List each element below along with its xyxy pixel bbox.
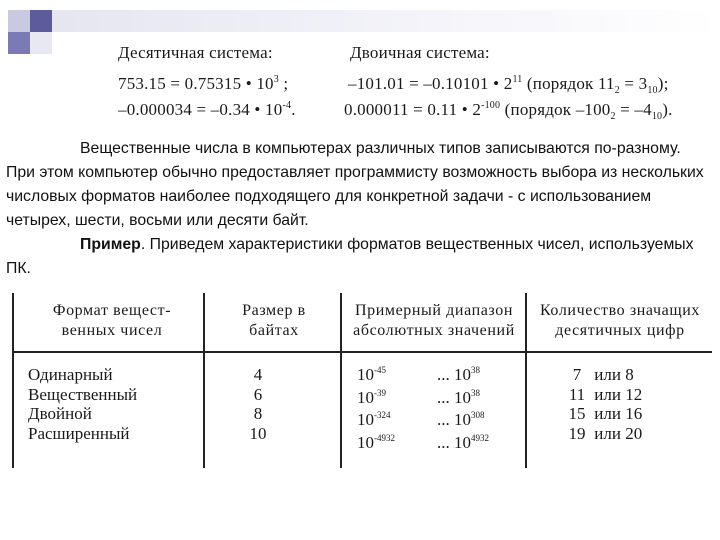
order-text: (порядок –100: [500, 100, 611, 119]
header-line: десятичных цифр: [555, 322, 685, 339]
base-ten: 10: [357, 432, 374, 452]
range-high-exponent: 4932: [471, 432, 489, 443]
table-divider: [525, 293, 527, 468]
order-text: = –4: [615, 100, 652, 119]
paragraph-intro: Вещественные числа в компьютерах различных типов записываются по-разному. При этом компьютер обычно предоставляет программисту возможность выбора из нескольких числовых форматов наиболее подходящего для конкретной задачи - с использованием четырех, шести, восьми или десяти байт.: [6, 140, 704, 229]
digits-max: 20: [625, 423, 643, 443]
digits-min: 15: [568, 404, 586, 423]
range-ellipsis: ...: [437, 432, 450, 452]
order-text: = 3: [619, 74, 648, 93]
formula-exponent: -100: [481, 100, 501, 111]
formula-text: 0.000011 = 0.11 • 2: [344, 100, 482, 119]
base-ten: 10: [357, 365, 374, 384]
table-border: [12, 293, 14, 468]
digits-cell: [564, 365, 642, 385]
header-size: [208, 301, 340, 341]
range-high-exponent: 38: [471, 365, 480, 375]
digits-cell: [564, 424, 642, 444]
title-decoration-bar: [8, 10, 720, 32]
order-subscript: 10: [651, 111, 663, 122]
base-ten: 10: [357, 410, 374, 429]
size-cell: 6: [253, 384, 263, 404]
digits-min: 7: [572, 365, 582, 384]
example-text: . Приведем характеристики форматов вещественных чисел, используемых ПК.: [6, 236, 694, 277]
range-low-exponent: -324: [374, 410, 391, 420]
header-line: Формат вещест-: [52, 302, 172, 319]
decoration-square: [8, 32, 30, 54]
decoration-square: [30, 10, 52, 32]
digits-cell: [564, 404, 642, 424]
range-cell: [357, 410, 485, 433]
digits-max: 16: [625, 404, 643, 423]
decimal-heading: Десятичная система:: [118, 43, 273, 62]
formula-text: 753.15 = 0.75315 • 10: [118, 74, 274, 93]
size-cell: 4: [253, 365, 263, 384]
or-word: или: [594, 423, 621, 443]
formula-exponent: -4: [282, 100, 292, 111]
order-text: (порядок 11: [522, 74, 615, 93]
format-cell: Вещественный: [28, 384, 138, 404]
range-low-exponent: -4932: [374, 432, 395, 443]
digits-cell: [564, 385, 642, 405]
formula-tail: ;: [278, 74, 289, 93]
formats-table: [12, 293, 712, 468]
header-range: [344, 301, 524, 341]
range-high-exponent: 308: [471, 410, 485, 420]
range-cell: [357, 432, 489, 456]
digits-column: [564, 365, 642, 443]
range-cell: [357, 365, 480, 388]
size-cell: 10: [249, 423, 267, 443]
digits-min: 19: [568, 423, 586, 443]
digits-max: 12: [625, 384, 643, 404]
example-label: Пример: [80, 236, 141, 253]
order-subscript: 2: [610, 111, 616, 122]
binary-example-1: [348, 74, 669, 94]
body-text: [6, 137, 712, 281]
range-ellipsis: ...: [437, 387, 450, 407]
decimal-example-1: [118, 74, 288, 94]
header-line: Примерный диапазон: [354, 302, 514, 319]
order-subscript: 2: [614, 85, 620, 96]
decoration-square: [8, 10, 30, 32]
range-ellipsis: ...: [437, 365, 450, 384]
table-divider: [340, 293, 342, 468]
order-subscript: 10: [647, 85, 658, 96]
range-high-exponent: 38: [471, 387, 480, 398]
range-low-exponent: -39: [374, 387, 386, 398]
range-column: [357, 365, 489, 455]
format-column: [28, 365, 137, 443]
header-line: абсолютных значений: [353, 322, 515, 339]
base-ten: 10: [454, 387, 471, 407]
format-cell: Одинарный: [28, 365, 113, 384]
formula-text: –0.000034 = –0.34 • 10: [118, 100, 283, 119]
range-low-exponent: -45: [374, 365, 386, 375]
base-ten: 10: [454, 410, 471, 429]
formula-tail: .: [291, 100, 296, 119]
format-cell: Двойной: [28, 404, 92, 423]
or-word: или: [594, 365, 621, 384]
header-line: Размер в: [242, 302, 306, 319]
formula-exponent: 3: [273, 74, 279, 85]
base-ten: 10: [454, 432, 471, 452]
formula-text: –101.01 = –0.10101 • 2: [348, 74, 513, 93]
header-format: [24, 301, 200, 341]
header-digits: [528, 301, 712, 341]
decoration-square: [30, 32, 52, 54]
decimal-example-2: [118, 100, 296, 120]
header-line: Количество значащих: [539, 302, 701, 319]
or-word: или: [594, 404, 621, 423]
header-line: байтах: [249, 322, 299, 339]
or-word: или: [594, 384, 621, 404]
header-line: венных чисел: [61, 322, 163, 339]
range-ellipsis: ...: [437, 410, 450, 429]
table-divider: [203, 293, 205, 468]
binary-heading: Двоичная система:: [350, 43, 490, 62]
digits-max: 8: [625, 365, 634, 384]
base-ten: 10: [357, 387, 374, 407]
order-text: );: [657, 74, 669, 93]
base-ten: 10: [454, 365, 471, 384]
format-cell: Расширенный: [28, 423, 130, 443]
paragraph-example: [6, 233, 712, 281]
range-cell: [357, 387, 480, 411]
order-text: ).: [662, 100, 673, 119]
size-column: [248, 365, 268, 443]
formula-exponent: 11: [512, 74, 523, 85]
digits-min: 11: [568, 384, 586, 404]
header-separator: [12, 351, 712, 353]
binary-example-2: [344, 100, 673, 120]
size-cell: 8: [253, 404, 263, 423]
